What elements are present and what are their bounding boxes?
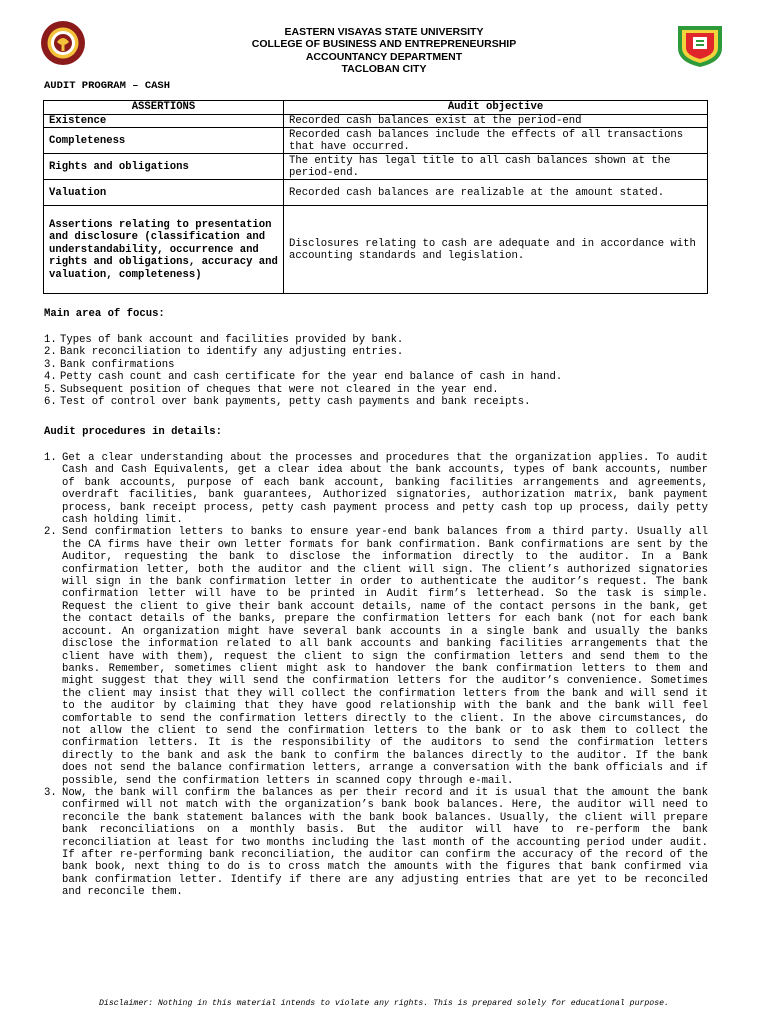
column-header-assertions: ASSERTIONS [44,101,284,115]
disclaimer: Disclaimer: Nothing in this material intends to violate any rights. This is prepared solely for educational purpose. [99,999,669,1008]
department-name: ACCOUNTANCY DEPARTMENT [305,50,463,63]
assertion-cell: Valuation [44,180,284,206]
column-header-objective: Audit objective [284,101,708,115]
table-row [44,115,708,128]
list-item [44,359,708,371]
list-number: 2. [44,346,57,359]
assertion-cell: Assertions relating to presentation and disclosure (classification and understandability, occurrence and rights and obligations, accuracy and valuation, completeness) [44,206,284,294]
list-number: 3. [44,786,57,799]
objective-cell: Recorded cash balances are realizable at the amount stated. [284,180,708,206]
list-number: 6. [44,396,57,409]
list-number: 2. [44,526,57,539]
document-title: AUDIT PROGRAM – CASH [44,80,171,92]
list-item [44,526,708,787]
assertion-cell: Existence [44,115,284,128]
assertion-cell: Rights and obligations [44,154,284,180]
table-row [44,180,708,206]
list-number: 1. [44,334,57,346]
procedures-heading: Audit procedures in details: [44,426,223,438]
table-header-row [44,101,708,115]
list-item [44,452,708,526]
list-item-text: Get a clear understanding about the processes and procedures that the organization applies. To audit Cash and Cash Equivalents, get a clear idea about the bank accounts, types of bank accounts, number of bank accounts, purpose of each bank account, banking facilities arrangements and agreements, overdraft facilities, bank guarantees, Authorized signatories, authorization matrix, bank payment process, bank receipt process, petty cash payment process and petty cash top up process, daily petty cash holding limit. [62,452,708,527]
list-item [44,787,708,899]
list-item-text: Bank reconciliation to identify any adjusting entries. [60,346,404,359]
focus-list [44,334,708,408]
list-item-text: Petty cash count and cash certificate for the year end balance of cash in hand. [60,371,563,384]
assertion-cell: Completeness [44,128,284,154]
university-name: EASTERN VISAYAS STATE UNIVERSITY [284,26,484,38]
objective-cell: Recorded cash balances exist at the period-end [284,115,708,128]
list-item-text: Now, the bank will confirm the balances as per their record and it is usual that the amount the bank confirmed will not match with the organization’s bank book balances. Here, the auditor will need to reconcile the bank statement balances with the bank book balances. Usually, the client will prepare bank reconciliations on a monthly basis. But the auditor will have to re-perform the bank reconciliation at least for two months including the last month of the accounting period under audit. If after re-performing bank reconciliation, the auditor can confirm the accuracy of the record of the bank book, next thing to do is to cross match the amounts with the figures that bank confirmed via bank confirmation letter. Identify if there are any adjusting entries that are yet to be reconciled and reconcile them. [62,786,708,899]
procedures-list [44,452,708,899]
list-number: 5. [44,383,57,396]
list-item-text: Send confirmation letters to banks to ensure year-end bank balances from a third party. Usually all the CA firms have their own letter formats for bank confirmation. Bank confirmations are sent by the Auditor, requesting the bank to disclose the information directly to the auditor. In a Bank confirmation letter, both the auditor and the client will sign. The client’s authorized signatories will sign in the bank confirmation letter in order to authenticate the auditor’s request. The bank confirmation letter will have to be printed in Audit firm’s letterhead. So the task is simple. Request the client to give their bank account details, name of the contact persons in the bank, get the contact details of the banks, prepare the confirmation letters for each bank (not for each bank account. An organization might have several bank accounts in a single bank and usually the banks disclose the information related to all bank accounts and banking facilities arrangements that the client have with them), request the client to sign the confirmation letters and send them to the banks. Remember, sometimes client might ask to handover the bank confirmation letters to them and might suggest that they will send the confirmation letters for the auditor’s convenience. Sometimes the client may insist that they will collect the confirmation letters from the bank and will send it to the auditor by claiming that they have good relationship with the bank and the bank will feel comfortable to send the confirmation letters directly to the client. In the above circumstances, do not allow the client to send the confirmation letters to the bank or to ask them to collect the confirmation letters. It is the responsibility of the auditors to send the confirmation letters directly to the bank and ask the bank to confirm the balances directly to the auditor. If the bank does not send the balance confirmation letters, arrange a conversation with the bank officials and if possible, send the confirmation letters in scanned copy through e-mail. [62,526,708,787]
objective-cell: The entity has legal title to all cash balances shown at the period-end. [284,154,708,180]
objective-cell: Disclosures relating to cash are adequate and in accordance with accounting standards and legislation. [284,206,708,294]
list-item [44,346,708,358]
list-item [44,371,708,383]
list-number: 3. [44,358,57,371]
table-row [44,154,708,180]
assertions-table [43,100,708,294]
list-item [44,334,708,346]
list-number: 1. [44,452,57,464]
list-item [44,396,708,408]
objective-cell: Recorded cash balances include the effects of all transactions that have occurred. [284,128,708,154]
list-item-text: Subsequent position of cheques that were not cleared in the year end. [60,383,499,396]
list-item-text: Test of control over bank payments, petty cash payments and bank receipts. [60,396,531,409]
list-item-text: Types of bank account and facilities provided by bank. [60,334,404,346]
focus-heading: Main area of focus: [44,308,165,320]
table-row [44,206,708,294]
table-row [44,128,708,154]
letterhead [0,26,768,76]
college-name: COLLEGE OF BUSINESS AND ENTREPRENEURSHIP [251,38,517,51]
city-name: TACLOBAN CITY [341,63,427,76]
list-number: 4. [44,371,57,384]
list-item-text: Bank confirmations [60,358,175,371]
list-item [44,384,708,396]
